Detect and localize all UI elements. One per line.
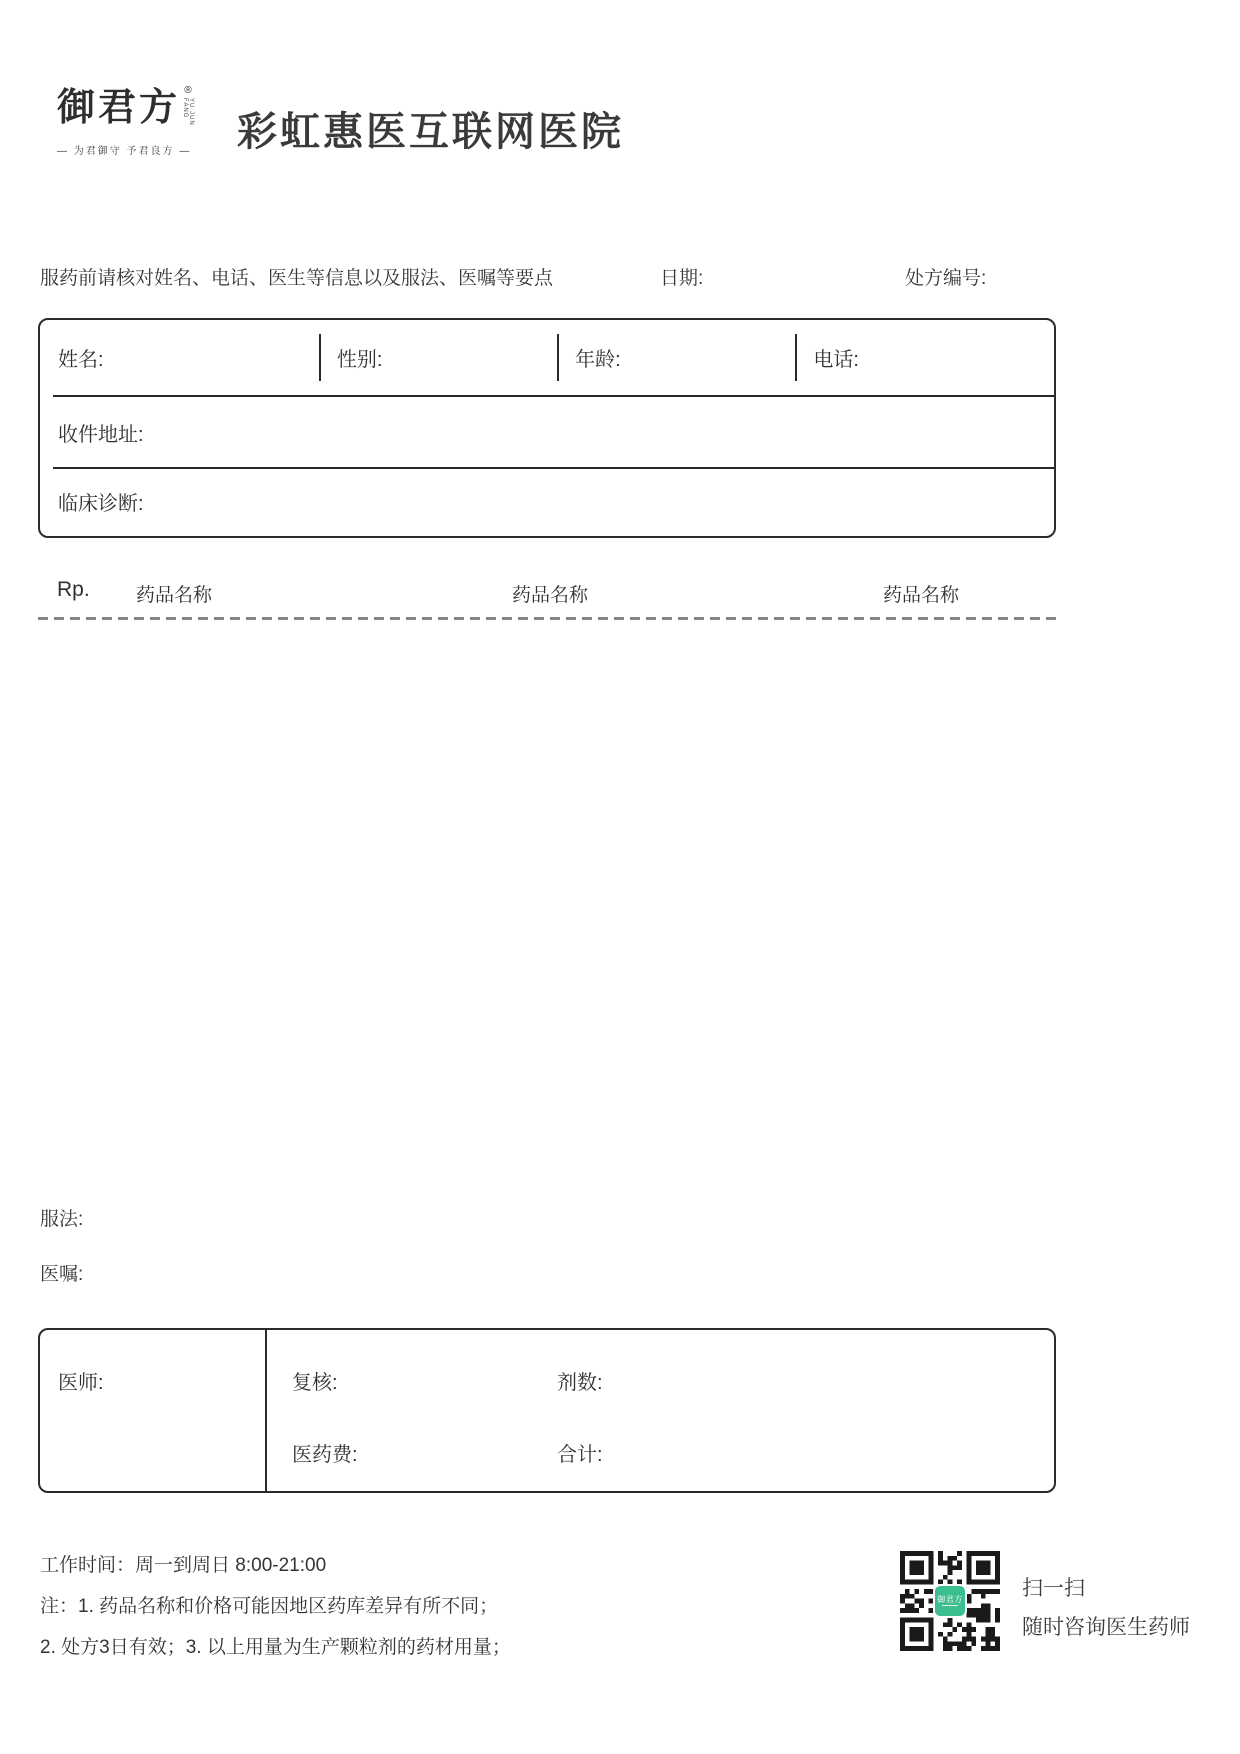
usage-label: 服法: bbox=[40, 1209, 84, 1230]
page-title: 彩虹惠医互联网医院 bbox=[237, 110, 624, 154]
vertical-divider bbox=[319, 334, 321, 381]
address-field bbox=[40, 397, 1054, 467]
qr-center-subline bbox=[942, 1605, 958, 1606]
logo-wordmark: 御君方 bbox=[57, 84, 181, 129]
review-label: 复核: bbox=[292, 1372, 338, 1394]
work-time-text: 工作时间：周一到周日 8:00-21:00 bbox=[40, 1555, 327, 1576]
drug-name-column-header: 药品名称 bbox=[883, 585, 960, 606]
address-label: 收件地址: bbox=[58, 423, 144, 446]
age-field bbox=[557, 320, 795, 395]
qr-center-text: 御君方 bbox=[937, 1594, 963, 1604]
note-line-2: 2. 处方3日有效；3. 以上用量为生产颗粒剂的药材用量； bbox=[40, 1637, 511, 1658]
age-label: 年龄: bbox=[575, 349, 621, 371]
registered-trademark-icon: ® bbox=[184, 85, 192, 96]
phone-field bbox=[795, 320, 1054, 395]
brand-logo bbox=[57, 86, 227, 157]
gender-label: 性别: bbox=[336, 349, 383, 371]
signoff-box bbox=[38, 1328, 1056, 1493]
total-label: 合计: bbox=[557, 1444, 603, 1466]
doctor-advice-label: 医嘱: bbox=[40, 1264, 84, 1285]
diagnosis-field bbox=[40, 469, 1054, 533]
patient-row-basic bbox=[40, 320, 1054, 395]
name-label: 姓名: bbox=[58, 349, 104, 371]
note-line-1: 注：1. 药品名称和价格可能因地区药库差异有所不同； bbox=[40, 1596, 499, 1617]
patient-info-box bbox=[38, 318, 1056, 538]
rx-number-label: 处方编号: bbox=[905, 268, 987, 289]
dashed-separator bbox=[38, 617, 1056, 620]
diagnosis-label: 临床诊断: bbox=[58, 492, 144, 515]
gender-field bbox=[319, 320, 557, 395]
qr-code bbox=[900, 1551, 1000, 1651]
logo-tagline: — 为君御守 予君良方 — bbox=[57, 146, 192, 157]
phone-label: 电话: bbox=[813, 349, 859, 371]
vertical-divider bbox=[795, 334, 797, 381]
logo-pinyin: YU JUN FANG bbox=[182, 98, 195, 126]
qr-center-logo bbox=[935, 1586, 965, 1616]
scan-description: 随时咨询医生药师 bbox=[1022, 1616, 1190, 1639]
verification-notice: 服药前请核对姓名、电话、医生等信息以及服法、医嘱等要点 bbox=[40, 268, 554, 289]
scan-label: 扫一扫 bbox=[1022, 1577, 1085, 1600]
drug-name-column-header: 药品名称 bbox=[512, 585, 589, 606]
doctor-label: 医师: bbox=[58, 1372, 104, 1394]
doctor-field bbox=[40, 1330, 267, 1491]
dose-count-label: 剂数: bbox=[557, 1372, 603, 1394]
logo-row bbox=[57, 86, 227, 134]
name-field bbox=[40, 320, 319, 395]
rp-label: Rp. bbox=[57, 578, 90, 601]
vertical-divider bbox=[557, 334, 559, 381]
logo-side bbox=[182, 86, 194, 134]
review-fee-cell bbox=[267, 1330, 1054, 1491]
drug-name-column-header: 药品名称 bbox=[136, 585, 213, 606]
medicine-fee-label: 医药费: bbox=[292, 1444, 358, 1466]
date-label: 日期: bbox=[660, 268, 704, 289]
